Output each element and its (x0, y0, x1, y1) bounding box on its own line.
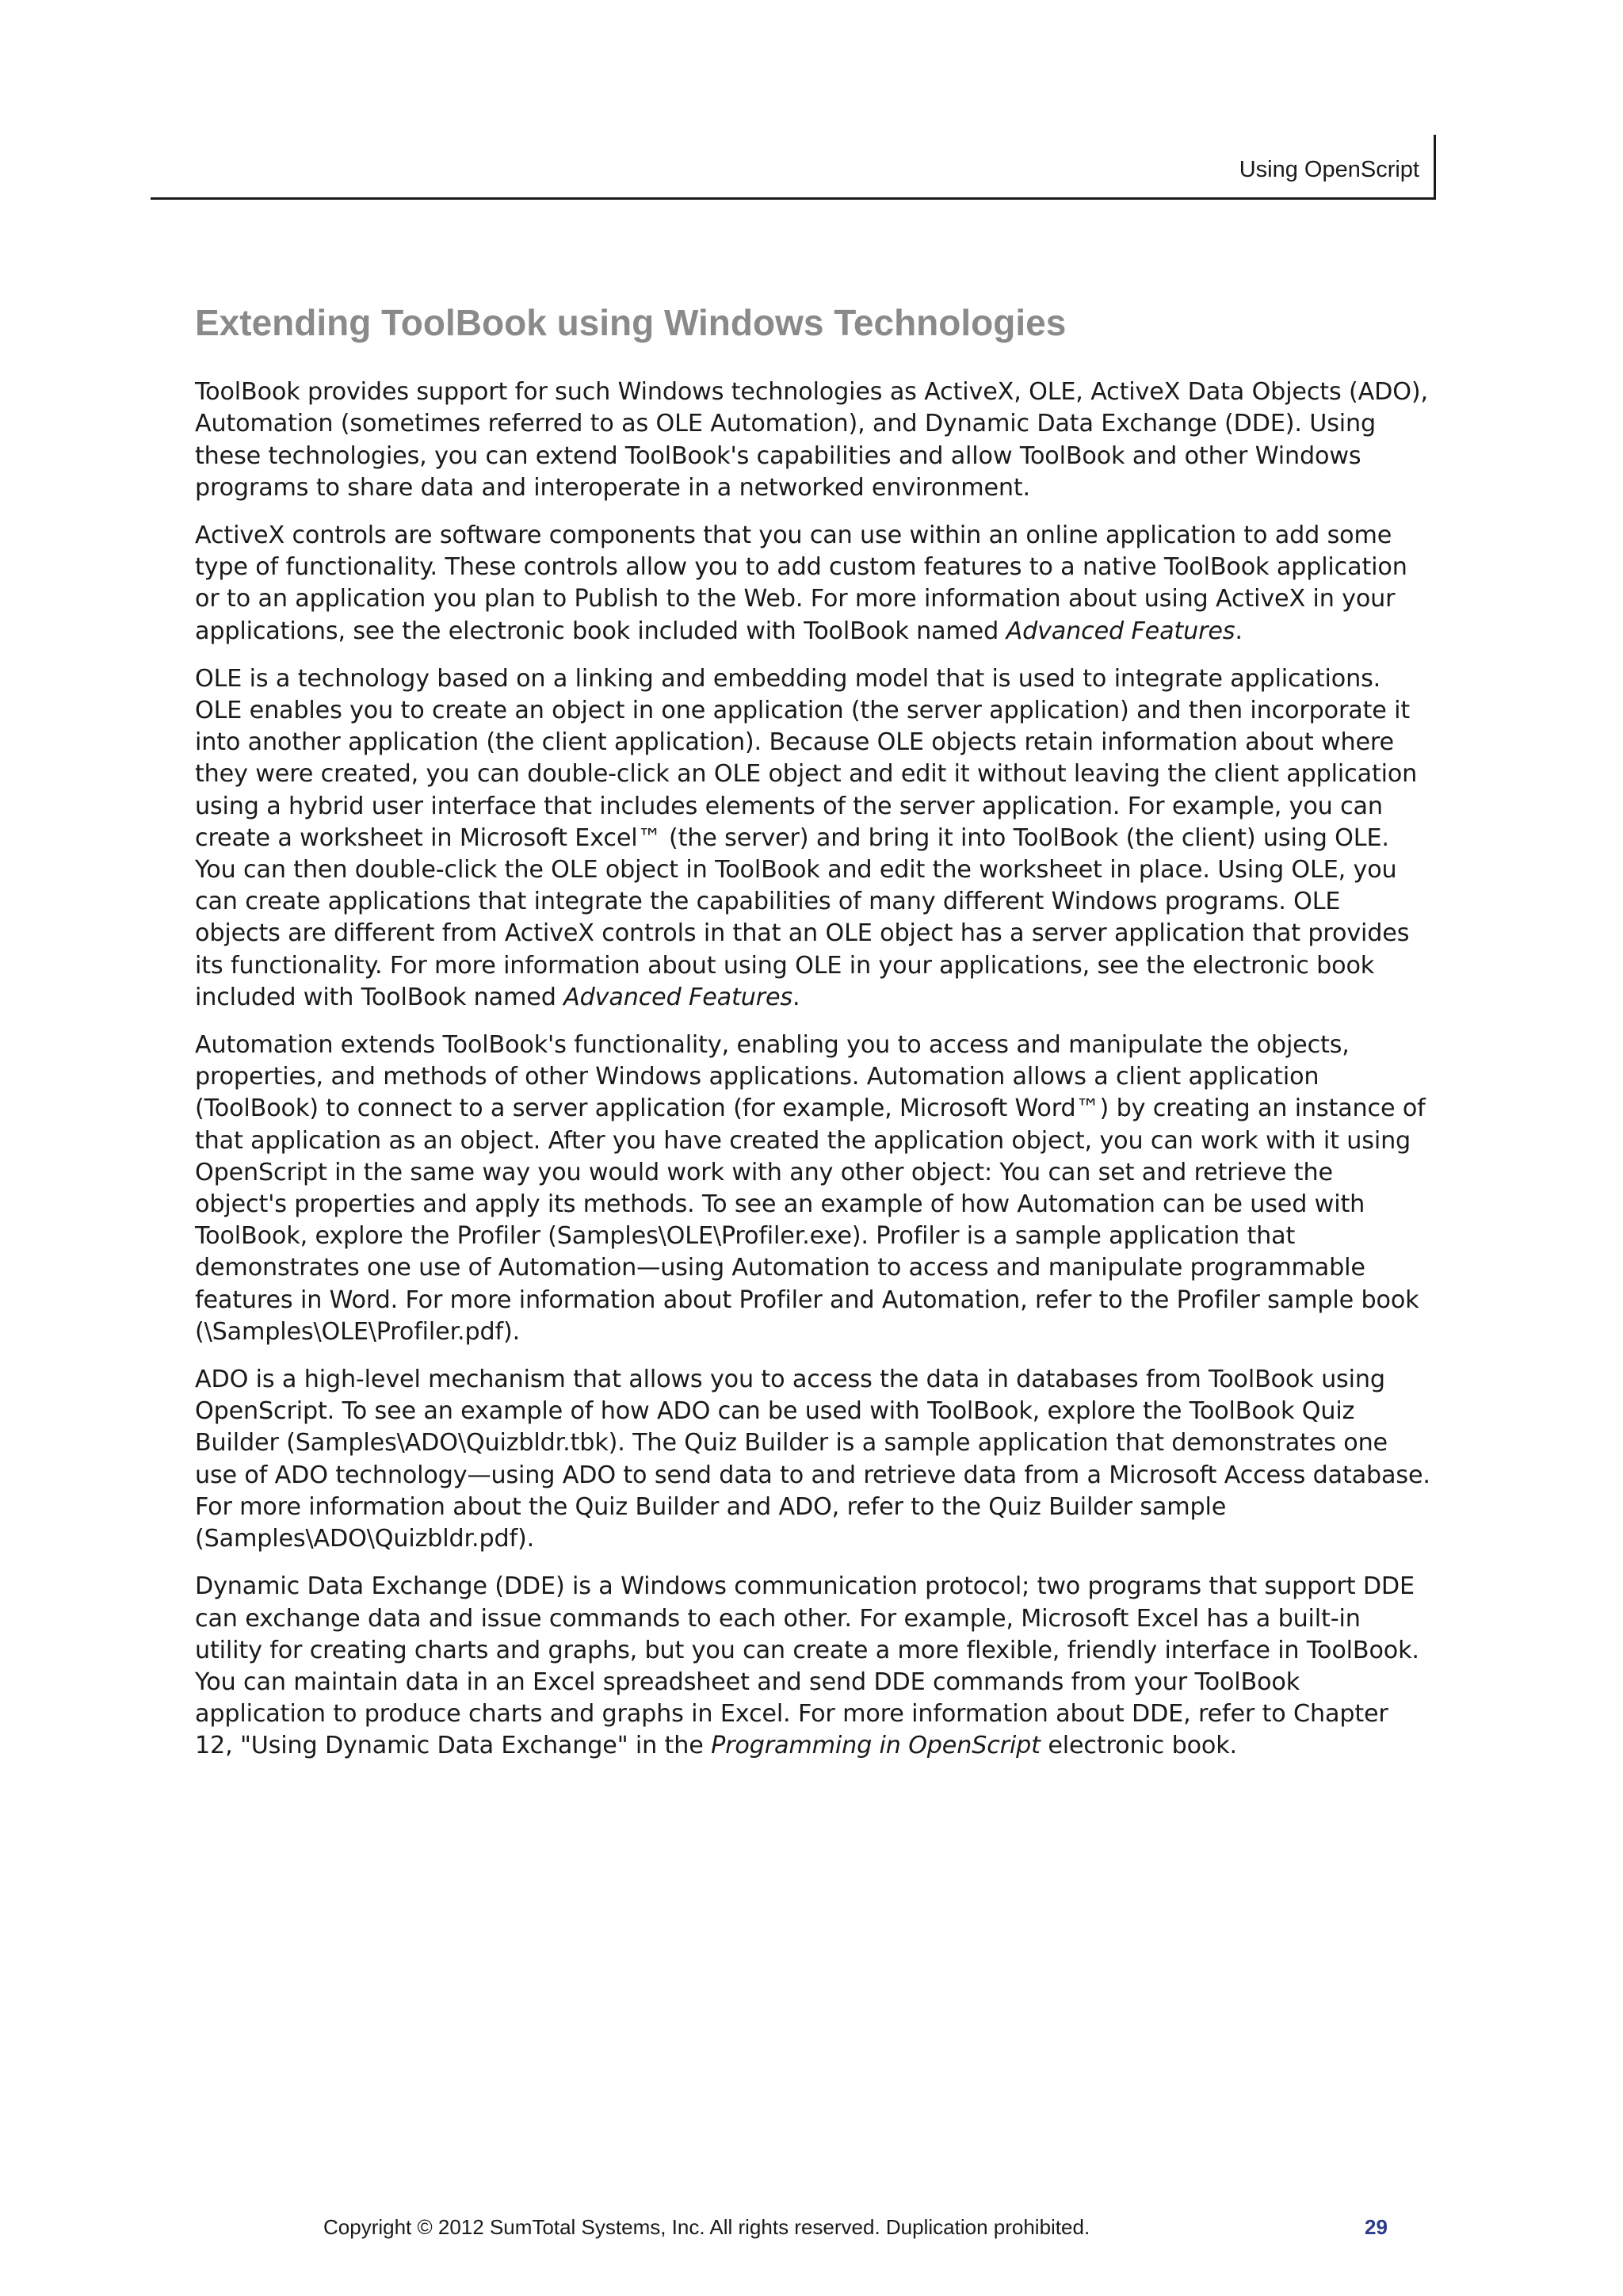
paragraph-ado-text: ADO is a high-level mechanism that allows you to access the data in databases from ToolBook using OpenScript. To see an example of how ADO can be used with ToolBook, explore the ToolBook Quiz Builder (Samples\ADO\Quizbldr.tbk). The Quiz Builder is a sample application that demonstrates one use of ADO technology—using ADO to send data to and retrieve data from a Microsoft Access database. For more information about the Quiz Builder and ADO, refer to the Quiz Builder sample (Samples\ADO\Quizbldr.pdf). (195, 1366, 1430, 1553)
paragraph-ole (195, 663, 1431, 1014)
paragraph-ole-text: OLE is a technology based on a linking and embedding model that is used to integrate applications. OLE enables you to create an object in one application (the server application) and then incorporate it into another application (the client application). Because OLE objects retain information about where they were created, you can double-click an OLE object and edit it without leaving the client application using a hybrid user interface that includes elements of the server application. For example, you can create a worksheet in Microsoft Excel™ (the server) and bring it into ToolBook (the client) using OLE. You can then double-click the OLE object in ToolBook and edit the worksheet in place. Using OLE, you can create applications that integrate the capabilities of many different Windows programs. OLE objects are different from ActiveX controls in that an OLE object has a server application that provides its functionality. For more information about using OLE in your applications, see the electronic book included with ToolBook named (195, 664, 1418, 1011)
paragraph-activex-text: ActiveX controls are software components that you can use within an online application to add some type of functionality. These controls allow you to add custom features to a native ToolBook application or to an application you plan to Publish to the Web. For more information about using ActiveX in your applications, see the electronic book included with ToolBook named (195, 521, 1407, 645)
main-content (195, 301, 1431, 1778)
paragraph-activex-book-title: Advanced Features (1006, 617, 1235, 645)
paragraph-intro (195, 376, 1431, 504)
page-number: 29 (1365, 2215, 1388, 2239)
running-header (151, 135, 1436, 200)
footer-copyright: Copyright © 2012 SumTotal Systems, Inc. All rights reserved. Duplication prohibited. (323, 2215, 1090, 2239)
paragraph-automation-text: Automation extends ToolBook's functionality, enabling you to access and manipulate the objects, properties, and methods of other Windows applications. Automation allows a client application (ToolBook) to connect to a server application (for example, Microsoft Word™) by creating an instance of that application as an object. After you have created the application object, you can work with it using OpenScript in the same way you would work with any other object: You can set and retrieve the object's properties and apply its methods. To see an example of how Automation can be used with ToolBook, explore the Profiler (Samples\OLE\Profiler.exe). Profiler is a sample application that demonstrates one use of Automation—using Automation to access and manipulate programmable features in Word. For more information about Profiler and Automation, refer to the Profiler sample book (\Samples\OLE\Profiler.pdf). (195, 1031, 1426, 1346)
paragraph-activex (195, 520, 1431, 648)
paragraph-ado (195, 1364, 1431, 1555)
paragraph-ole-end: . (792, 983, 800, 1011)
paragraph-activex-end: . (1235, 617, 1243, 645)
paragraph-dde (195, 1571, 1431, 1762)
paragraph-automation (195, 1030, 1431, 1348)
paragraph-ole-book-title: Advanced Features (563, 983, 792, 1011)
running-header-title: Using OpenScript (1239, 157, 1419, 182)
paragraph-intro-text: ToolBook provides support for such Windows technologies as ActiveX, OLE, ActiveX Data Objects (ADO), Automation (sometimes referred to as OLE Automation), and Dynamic Data Exchange (DDE). Using these technologies, you can extend ToolBook's capabilities and allow ToolBook and other Windows programs to share data and interoperate in a networked environment. (195, 378, 1428, 502)
paragraph-dde-end: electronic book. (1040, 1732, 1237, 1760)
paragraph-dde-text: Dynamic Data Exchange (DDE) is a Windows communication protocol; two programs that support DDE can exchange data and issue commands to each other. For example, Microsoft Excel has a built-in utility for creating charts and graphs, but you can create a more flexible, friendly interface in ToolBook. You can maintain data in an Excel spreadsheet and send DDE commands from your ToolBook application to produce charts and graphs in Excel. For more information about DDE, refer to Chapter 12, "Using Dynamic Data Exchange" in the (195, 1572, 1419, 1760)
section-heading: Extending ToolBook using Windows Technologies (195, 302, 1067, 343)
paragraph-dde-book-title: Programming in OpenScript (711, 1732, 1041, 1760)
